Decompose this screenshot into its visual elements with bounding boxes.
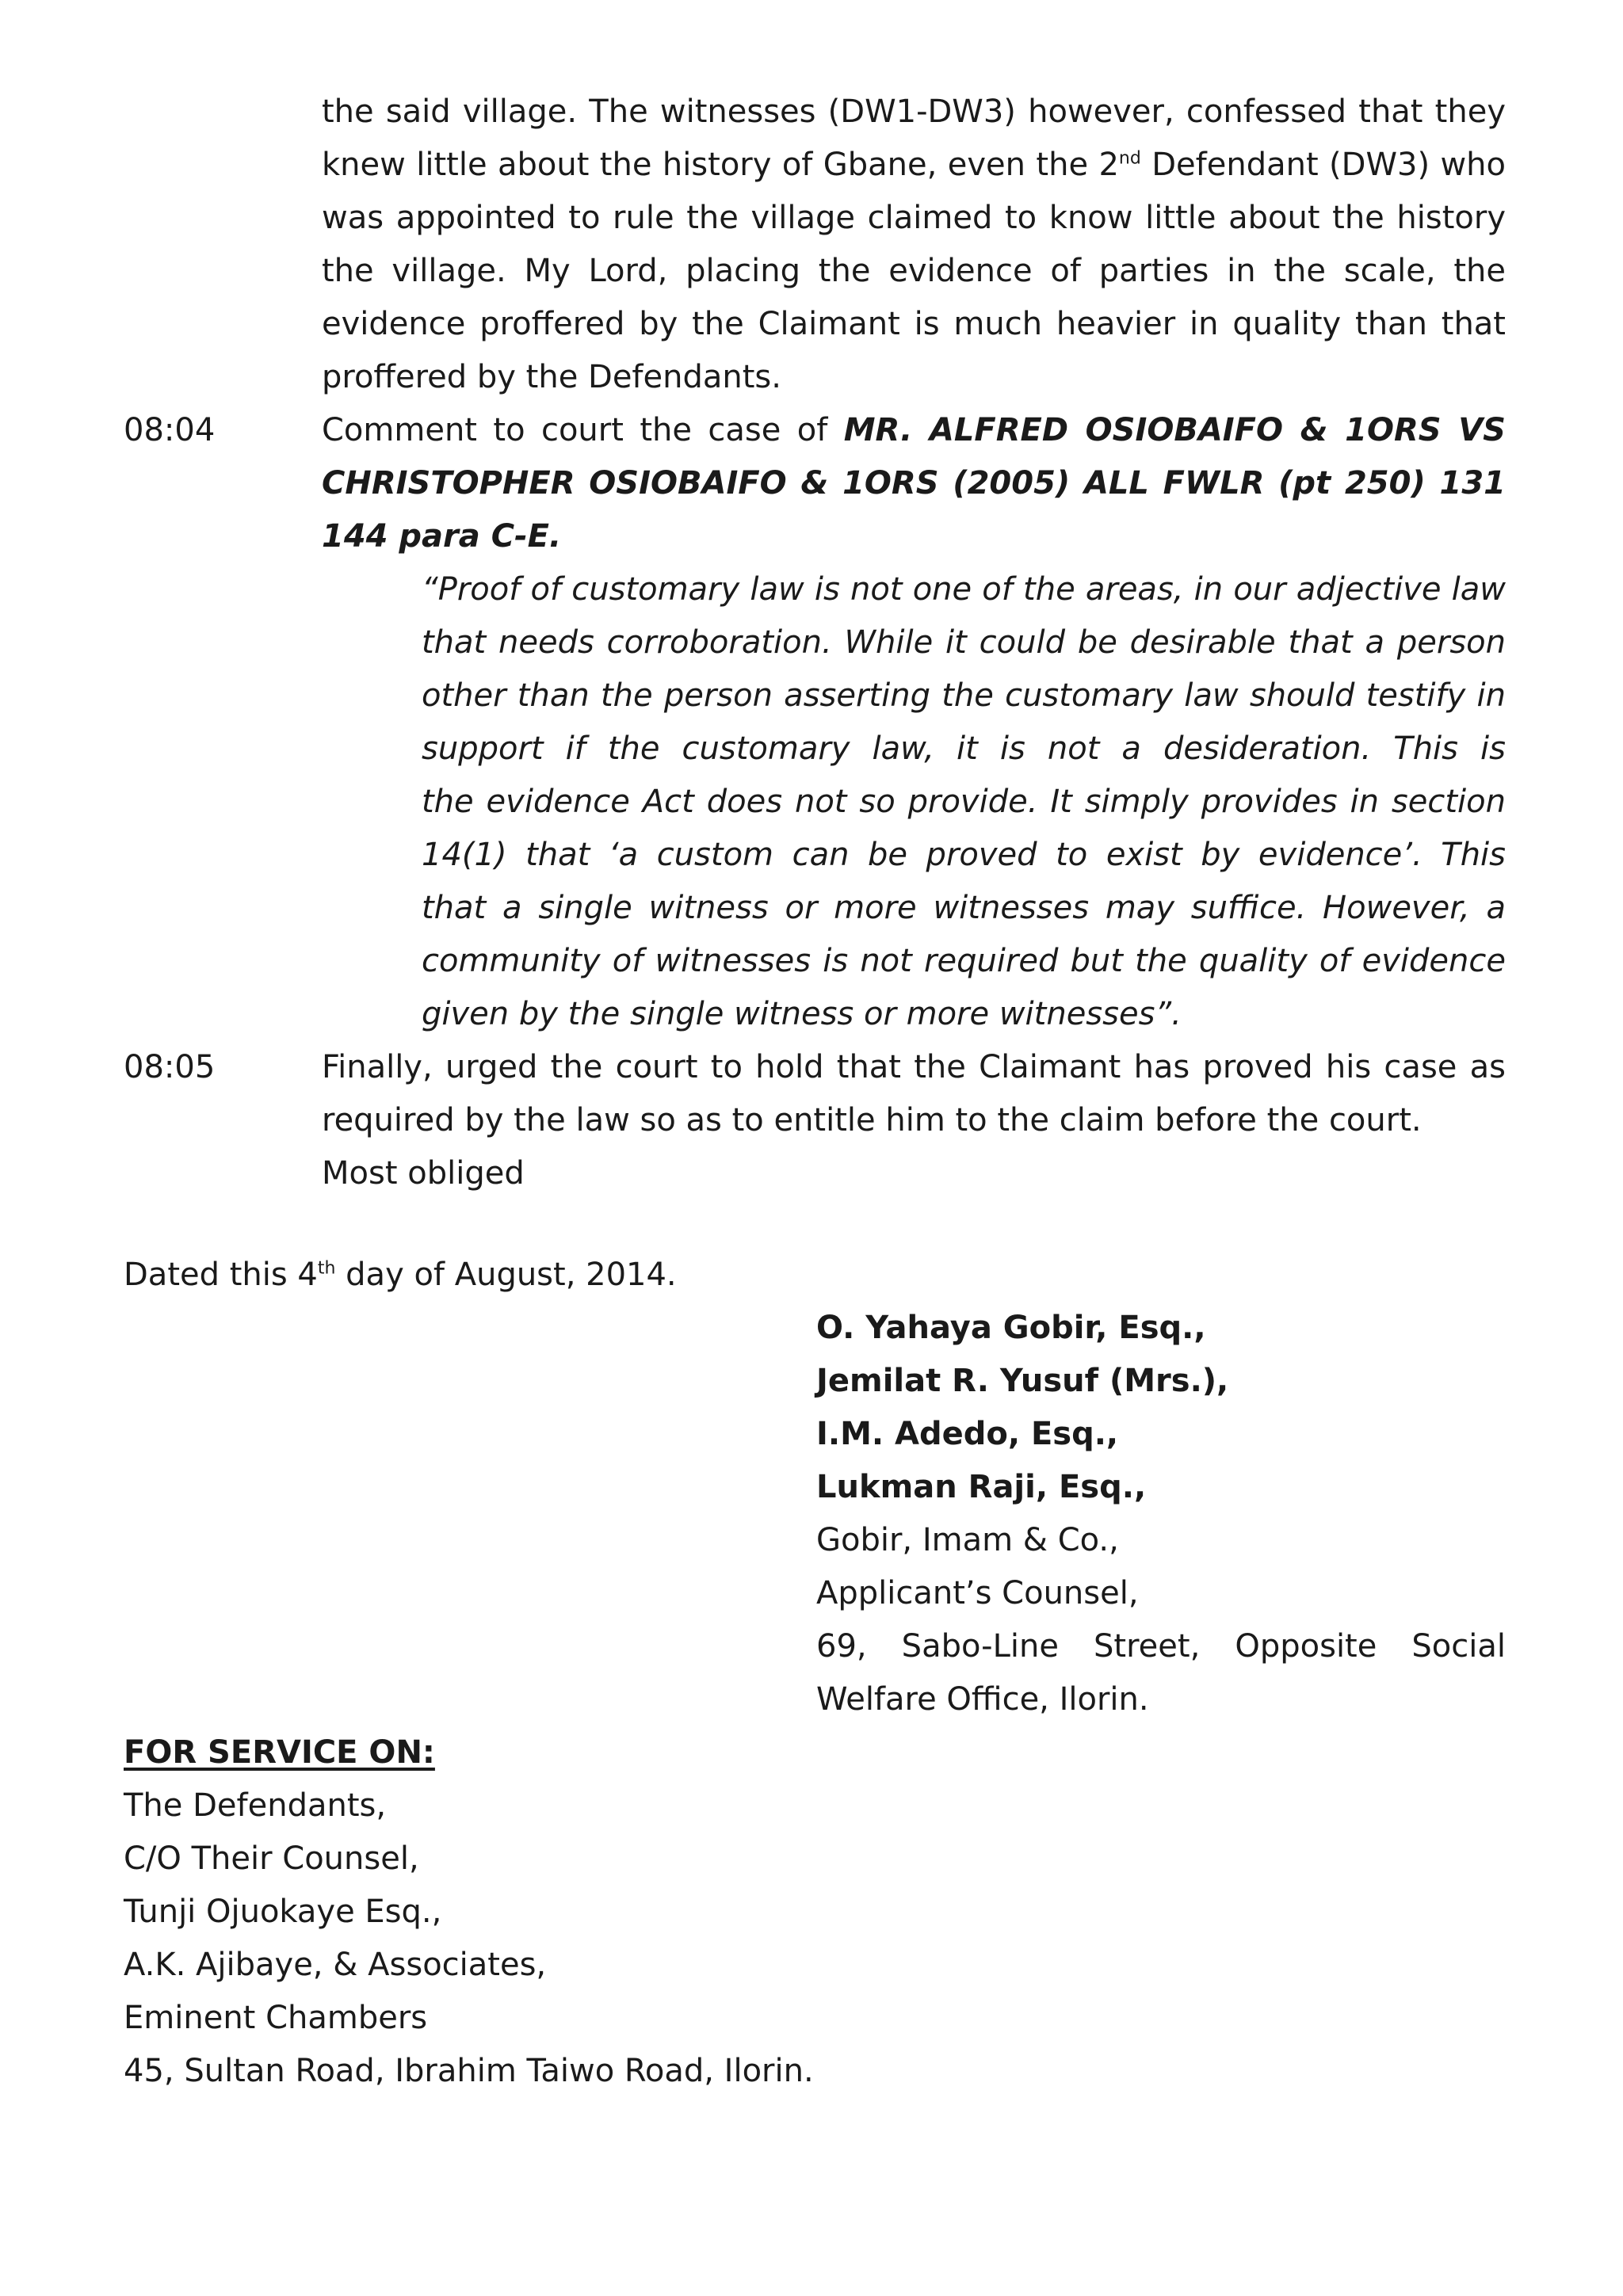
quote-line-7: that a single witness or more witnesses may suffice. However, a: [422, 890, 1506, 926]
service-line: A.K. Ajibaye, & Associates,: [124, 1947, 547, 1983]
signatory-name: Lukman Raji, Esq.,: [816, 1469, 1147, 1505]
intro-line-5: evidence proffered by the Claimant is much heavier in quality than that: [322, 306, 1506, 342]
service-line: Tunji Ojuokaye Esq.,: [124, 1894, 442, 1930]
dated-line: [124, 1249, 677, 1301]
counsel-role: Applicant’s Counsel,: [816, 1575, 1139, 1611]
law-firm-name: Gobir, Imam & Co.,: [816, 1522, 1119, 1558]
service-line: 45, Sultan Road, Ibrahim Taiwo Road, Ilorin.: [124, 2053, 814, 2089]
quote-line-6: 14(1) that ‘a custom can be proved to exist by evidence’. This: [422, 837, 1506, 873]
intro-line-2: [322, 139, 1506, 191]
quote-line-5: the evidence Act does not so provide. It simply provides in section: [422, 784, 1506, 820]
signatory-name: I.M. Adedo, Esq.,: [816, 1416, 1119, 1452]
intro-line-2-a: knew little about the history of Gbane, even the 2: [322, 147, 1119, 183]
para-0804-line-1: [322, 404, 1506, 456]
para-0805-line-1: Finally, urged the court to hold that the Claimant has proved his case as: [322, 1049, 1506, 1085]
quote-line-1: “Proof of customary law is not one of the areas, in our adjective law: [422, 571, 1506, 608]
intro-line-2-b: Defendant (DW3) who: [1140, 147, 1506, 183]
intro-line-4: the village. My Lord, placing the evidence of parties in the scale, the: [322, 253, 1506, 289]
service-line: The Defendants,: [124, 1787, 387, 1824]
intro-line-3: was appointed to rule the village claimed to know little about the history: [322, 200, 1506, 236]
para-0805-line-2: required by the law so as to entitle him to the claim before the court.: [322, 1102, 1422, 1138]
paragraph-number-0805: 08:05: [124, 1049, 216, 1085]
para-0804-lead: Comment to court the case of: [322, 412, 844, 448]
quote-line-8: community of witnesses is not required but the quality of evidence: [422, 943, 1506, 979]
case-citation-part-3: 144 para C-E.: [322, 518, 562, 555]
dated-suffix: day of August, 2014.: [335, 1257, 677, 1293]
firm-address-line-2: Welfare Office, Ilorin.: [816, 1681, 1149, 1718]
firm-address-line-1: 69, Sabo-Line Street, Opposite Social: [816, 1628, 1506, 1665]
dated-sup: th: [317, 1258, 336, 1279]
quote-line-4: support if the customary law, it is not a desideration. This is: [422, 730, 1506, 767]
closing-phrase: Most obliged: [322, 1155, 525, 1192]
service-line: C/O Their Counsel,: [124, 1840, 419, 1877]
quote-line-2: that needs corroboration. While it could be desirable that a person: [422, 624, 1506, 661]
quote-line-3: other than the person asserting the customary law should testify in: [422, 677, 1506, 714]
intro-line-2-sup: nd: [1118, 148, 1141, 169]
case-citation-part-1: MR. ALFRED OSIOBAIFO & 1ORS VS: [843, 412, 1506, 448]
paragraph-number-0804: 08:04: [124, 412, 216, 448]
service-heading: FOR SERVICE ON:: [124, 1734, 435, 1771]
intro-line-1: the said village. The witnesses (DW1-DW3) however, confessed that they: [322, 93, 1506, 130]
service-line: Eminent Chambers: [124, 2000, 428, 2036]
signatory-name: Jemilat R. Yusuf (Mrs.),: [816, 1363, 1229, 1399]
dated-prefix: Dated this 4: [124, 1257, 318, 1293]
intro-line-6: proffered by the Defendants.: [322, 359, 781, 395]
case-citation-part-2: CHRISTOPHER OSIOBAIFO & 1ORS (2005) ALL FWLR (pt 250) 131: [322, 465, 1506, 502]
signatory-name: O. Yahaya Gobir, Esq.,: [816, 1310, 1206, 1346]
quote-line-9: given by the single witness or more witnesses”.: [422, 996, 1182, 1032]
